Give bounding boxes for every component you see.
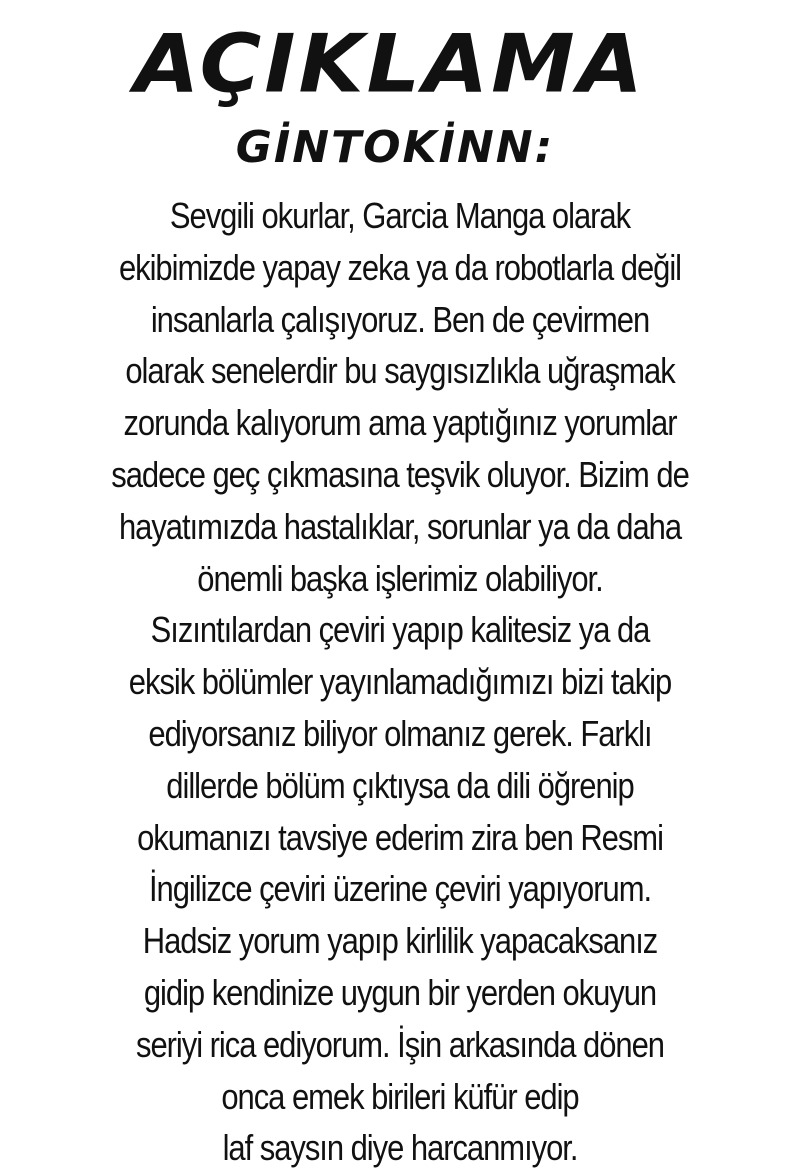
text-line: onca emek birileri küfür edip [221,1075,579,1117]
text-line: laf saysın diye harcanmıyor. [222,1127,578,1169]
text-line: olarak senelerdir bu saygısızlıkla uğraşmak [125,350,675,392]
text-line: zorunda kalıyorum ama yaptığınız yorumlar [123,402,677,444]
text-line: önemli başka işlerimiz olabiliyor. [197,557,603,599]
text-line: gidip kendinize uygun bir yerden okuyun [143,971,657,1013]
text-line: ediyorsanız biliyor olmanız gerek. Farklı [148,712,652,754]
page-title: AÇIKLAMA [134,17,646,111]
text-line: Sızıntılardan çeviri yapıp kalitesiz ya da [150,609,650,651]
text-line: okumanızı tavsiye ederim zira ben Resmi [137,816,663,858]
text-line: dillerde bölüm çıktıysa da dili öğrenip [166,764,634,806]
author-name: GİNTOKİNN: [235,122,555,173]
text-line: hayatımızda hastalıklar, sorunlar ya da daha [118,505,682,547]
text-line: İngilizce çeviri üzerine çeviri yapıyorum. [148,868,652,910]
text-line: ekibimizde yapay zeka ya da robotlarla değil [118,246,682,288]
announcement-body [30,190,770,1174]
text-line: sadece geç çıkmasına teşvik oluyor. Bizim de [111,453,689,495]
text-line: insanlarla çalışıyoruz. Ben de çevirmen [150,298,650,340]
text-line: seriyi rica ediyorum. İşin arkasında dönen [136,1023,664,1065]
text-line: Hadsiz yorum yapıp kirlilik yapacaksanız [142,920,658,962]
text-line: eksik bölümler yayınlamadığımızı bizi takip [128,661,672,703]
text-line: Sevgili okurlar, Garcia Manga olarak [169,195,631,236]
